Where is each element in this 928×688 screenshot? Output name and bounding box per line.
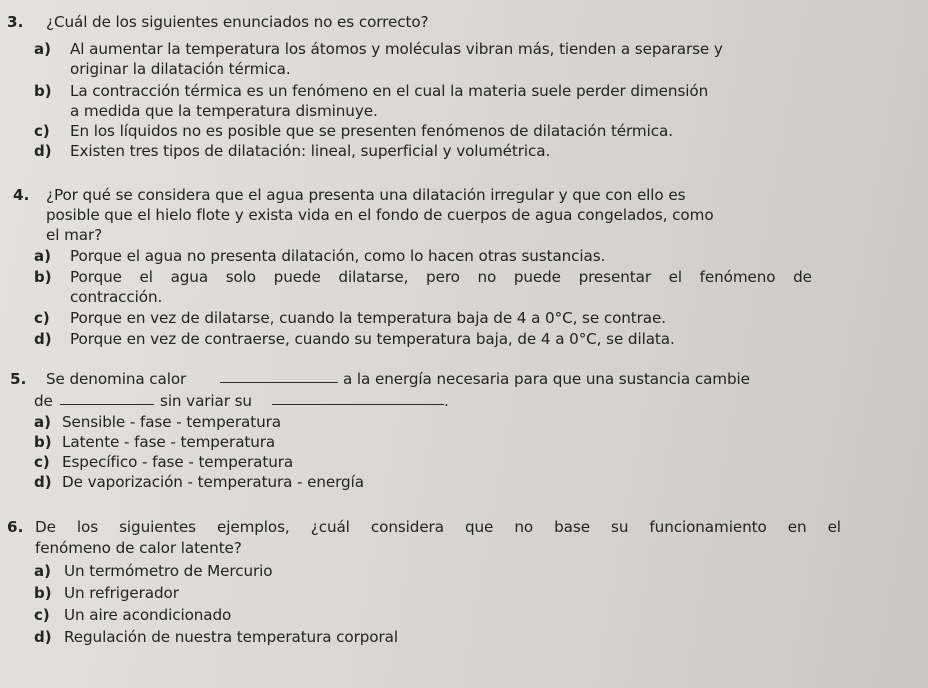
question-6-option-d-letter: d) <box>34 628 52 646</box>
question-4-option-a-letter: a) <box>34 247 51 265</box>
question-5-stem-part-3: de <box>34 392 53 410</box>
question-4-stem-line-1: ¿Por qué se considera que el agua presenta una dilatación irregular y que con ello es <box>46 186 686 204</box>
question-5-option-c-text: Específico - fase - temperatura <box>62 453 294 471</box>
question-5-stem-part-4: sin variar su <box>160 392 252 410</box>
question-5-stem-part-1: Se denomina calor <box>46 370 187 388</box>
question-3-option-a-text: Al aumentar la temperatura los átomos y moléculas vibran más, tienden a separarse y <box>70 40 723 58</box>
question-5-option-a-text: Sensible - fase - temperatura <box>62 413 281 431</box>
question-4-option-d-letter: d) <box>34 330 52 348</box>
question-4-option-b-letter: b) <box>34 268 52 286</box>
question-5-option-b-letter: b) <box>34 433 52 451</box>
question-3-option-c-text: En los líquidos no es posible que se presenten fenómenos de dilatación térmica. <box>70 122 673 140</box>
question-6-option-a-text: Un termómetro de Mercurio <box>64 562 273 580</box>
question-4-option-d-text: Porque en vez de contraerse, cuando su temperatura baja, de 4 a 0°C, se dilata. <box>70 330 675 348</box>
question-5-stem-part-5: . <box>444 392 449 410</box>
question-3-stem: ¿Cuál de los siguientes enunciados no es correcto? <box>46 13 429 31</box>
question-4-option-b-text-cont: contracción. <box>70 288 163 306</box>
question-4-stem-line-2: posible que el hielo flote y exista vida en el fondo de cuerpos de agua congelados, como <box>46 206 714 224</box>
question-3-option-a-text-cont: originar la dilatación térmica. <box>70 60 291 78</box>
question-6-option-b-text: Un refrigerador <box>64 584 179 602</box>
question-3-option-c-letter: c) <box>34 122 50 140</box>
question-6-stem-line-1: De los siguientes ejemplos, ¿cuál considera que no base su funcionamiento en el <box>35 518 841 536</box>
question-5-blank-3[interactable] <box>272 390 444 405</box>
question-6-option-d-text: Regulación de nuestra temperatura corporal <box>64 628 398 646</box>
question-5-number: 5. <box>10 370 27 388</box>
question-3-number: 3. <box>7 13 24 31</box>
question-4-stem-line-3: el mar? <box>46 226 103 244</box>
question-3-option-d-letter: d) <box>34 142 52 160</box>
question-5-blank-2[interactable] <box>60 390 154 405</box>
question-4-number: 4. <box>13 186 30 204</box>
question-6-option-a-letter: a) <box>34 562 51 580</box>
question-5-option-c-letter: c) <box>34 453 50 471</box>
question-4-option-a-text: Porque el agua no presenta dilatación, como lo hacen otras sustancias. <box>70 247 606 265</box>
question-3-option-d-text: Existen tres tipos de dilatación: lineal, superficial y volumétrica. <box>70 142 551 160</box>
question-3-option-b-text: La contracción térmica es un fenómeno en el cual la materia suele perder dimensión <box>70 82 709 100</box>
question-4-option-c-text: Porque en vez de dilatarse, cuando la temperatura baja de 4 a 0°C, se contrae. <box>70 309 666 327</box>
question-6-option-b-letter: b) <box>34 584 52 602</box>
question-6-option-c-letter: c) <box>34 606 50 624</box>
question-6-stem-line-2: fenómeno de calor latente? <box>35 539 242 557</box>
question-3-option-a-letter: a) <box>34 40 51 58</box>
question-4-option-b-text: Porque el agua solo puede dilatarse, pero no puede presentar el fenómeno de <box>70 268 812 286</box>
question-3-option-b-letter: b) <box>34 82 52 100</box>
question-5-stem-part-2: a la energía necesaria para que una sustancia cambie <box>343 370 750 388</box>
question-3-option-b-text-cont: a medida que la temperatura disminuye. <box>70 102 378 120</box>
question-6-number: 6. <box>7 518 24 536</box>
question-5-blank-1[interactable] <box>220 368 338 383</box>
question-5-option-d-letter: d) <box>34 473 52 491</box>
question-6-option-c-text: Un aire acondicionado <box>64 606 232 624</box>
question-5-option-b-text: Latente - fase - temperatura <box>62 433 276 451</box>
question-5-option-a-letter: a) <box>34 413 51 431</box>
question-5-option-d-text: De vaporización - temperatura - energía <box>62 473 364 491</box>
question-4-option-c-letter: c) <box>34 309 50 327</box>
